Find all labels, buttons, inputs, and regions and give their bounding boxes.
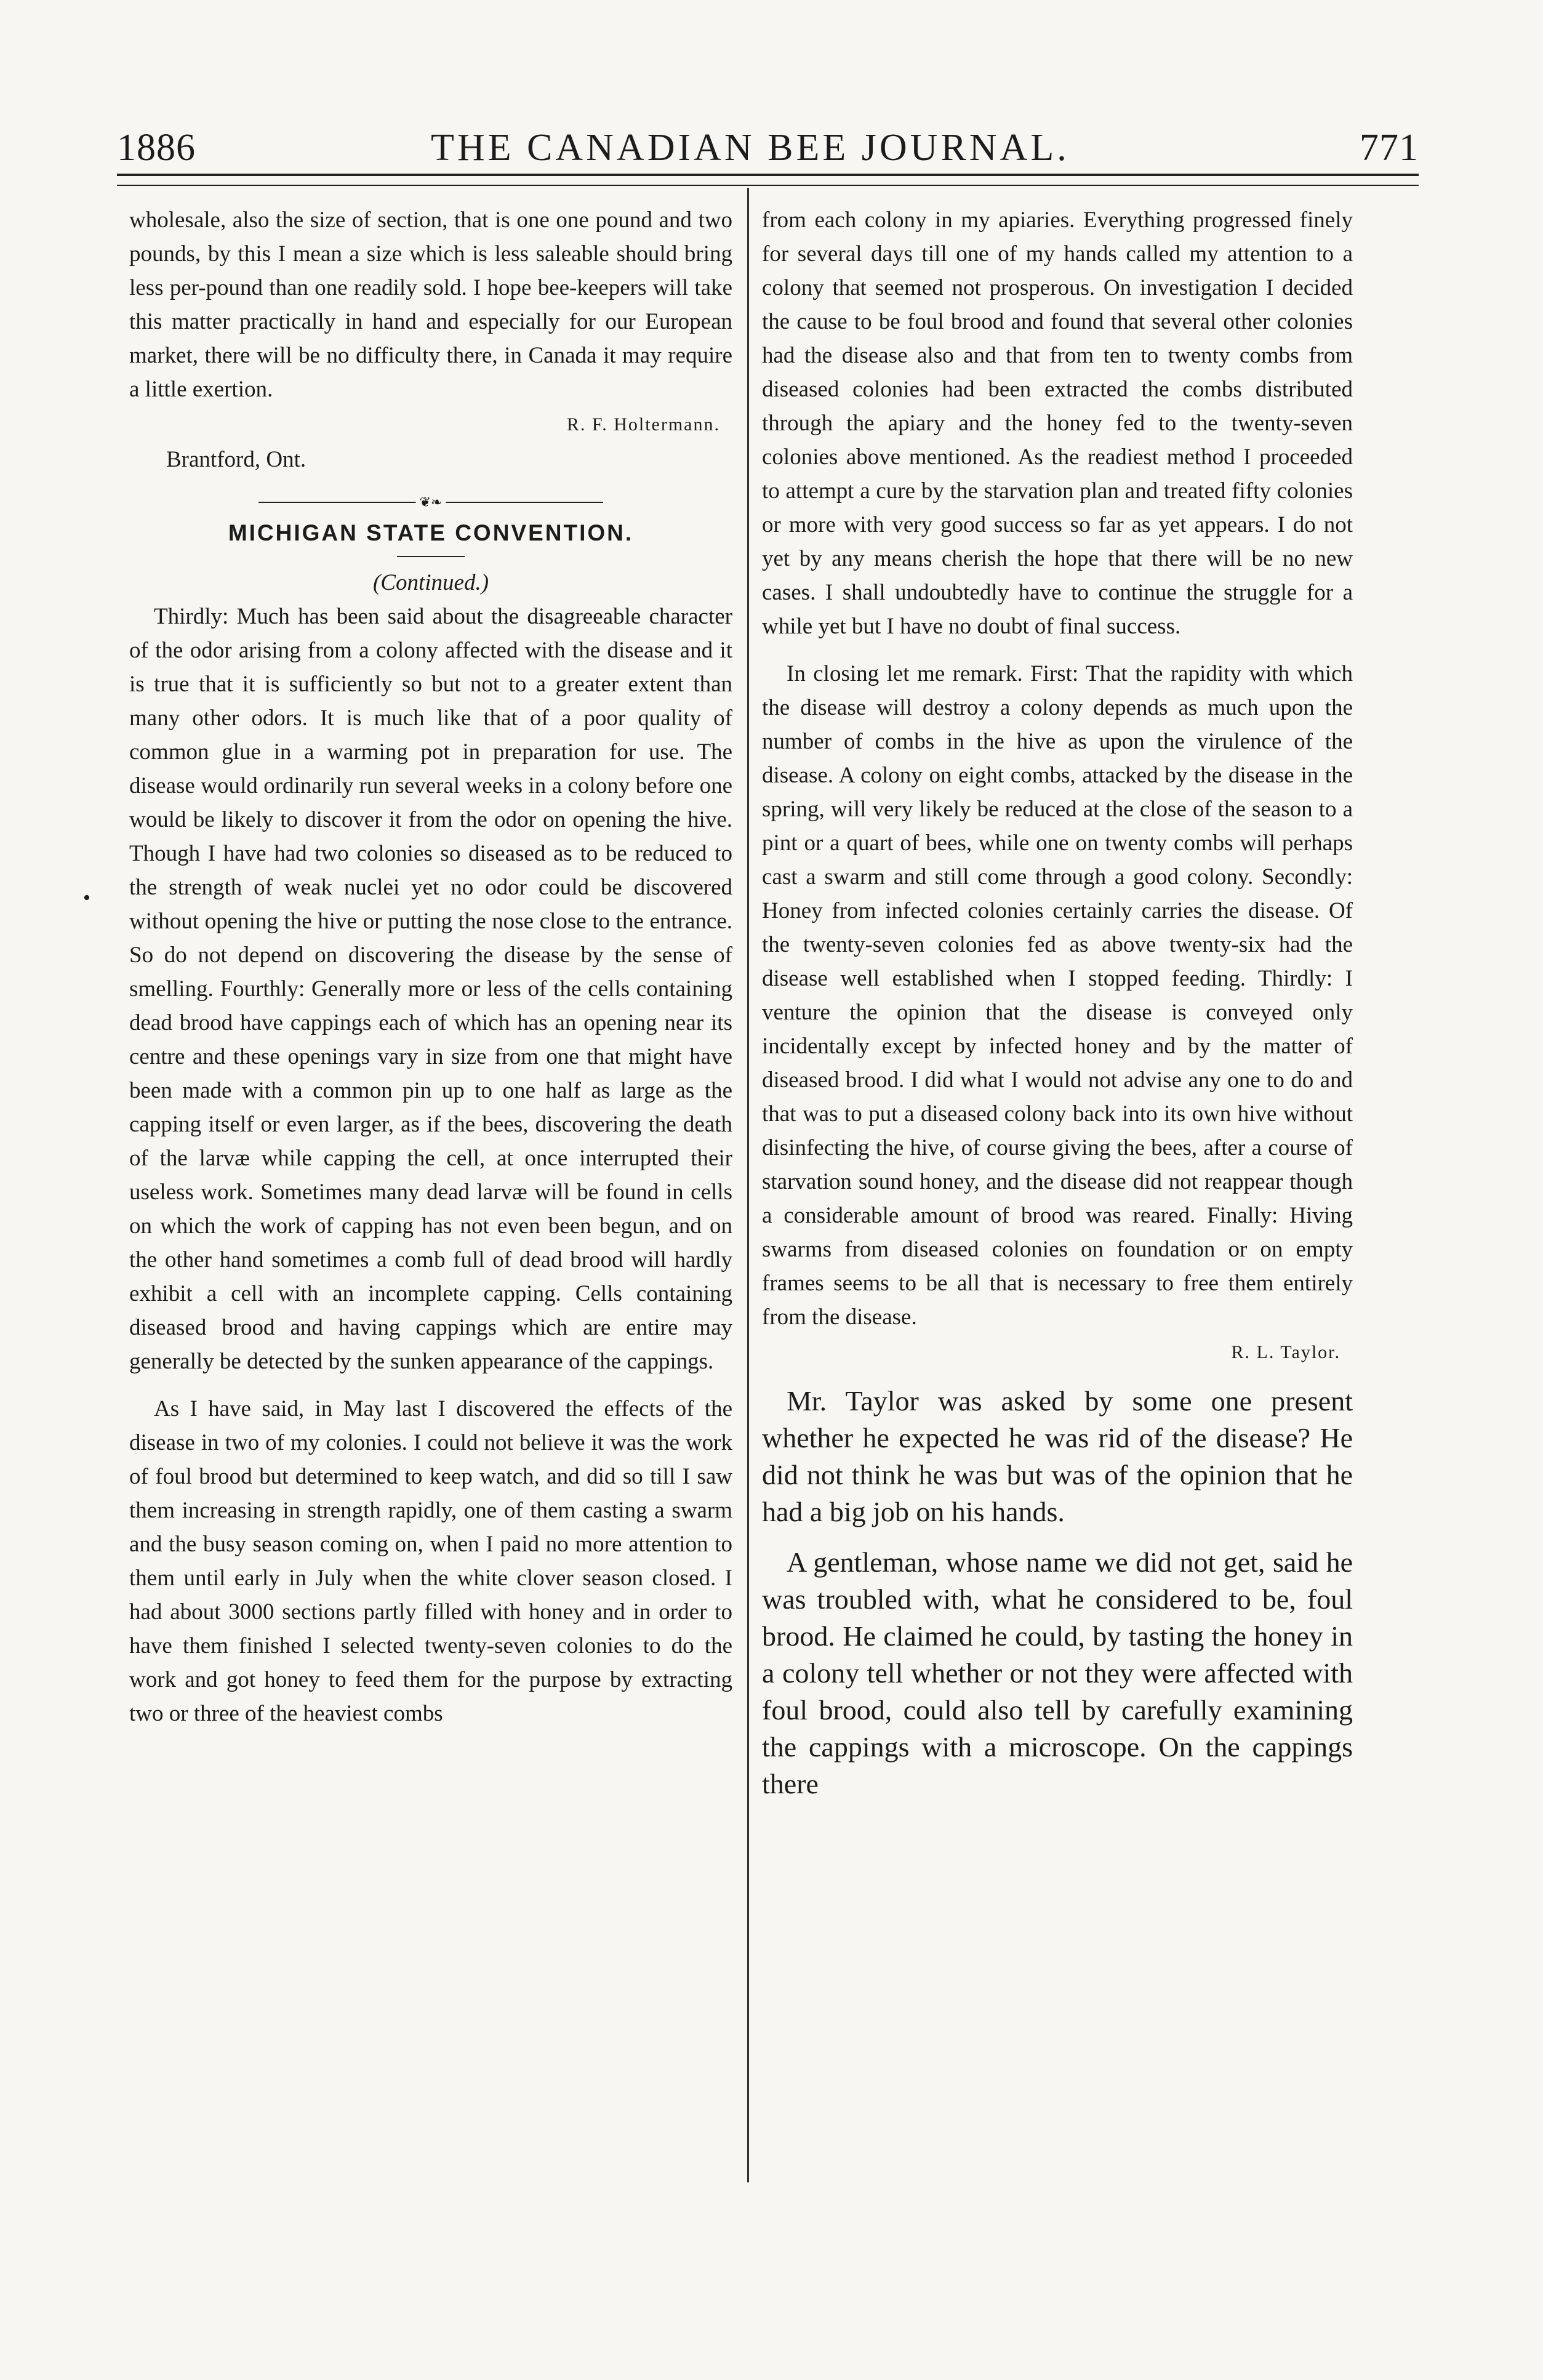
paragraph-taylor-discussion: Mr. Taylor was asked by some one present whether he expected he was rid of the disease? He did not think he was but was of the opinion that he had a big job on his hands.: [762, 1385, 1353, 1527]
header-double-rule: [117, 174, 1419, 186]
paragraph-continuation: from each colony in my apiaries. Everything progressed finely for several days till one of my hands called my attention to a colony that seemed not prosperous. On investigation I decided the cause to be foul brood and found that several other colonies had the disease also and that from ten to twenty combs from diseased colonies had been extracted the combs distributed through the apiary and the honey fed to the twenty-seven colonies above mentioned. As the readiest method I proceeded to attempt a cure by the starvation plan and treated fifty colonies or more with very good success so far as yet appears. I do not yet by any means cherish the hope that there will be no new cases. I shall undoubtedly have to continue the struggle for a while yet but I have no doubt of final success.: [762, 207, 1353, 639]
section-title: MICHIGAN STATE CONVENTION.: [228, 520, 634, 545]
journal-title: THE CANADIAN BEE JOURNAL.: [431, 127, 1070, 169]
continued-note: (Continued.): [372, 570, 489, 595]
ornamental-divider: [259, 494, 603, 510]
author-place: Brantford, Ont.: [166, 447, 307, 472]
title-underline: [397, 556, 465, 557]
column-divider: [747, 188, 749, 2182]
header-year: 1886: [117, 127, 196, 169]
paragraph-thirdly: Thirdly: Much has been said about the disagreeable character of the odor arising from a colony affected with the disease and it is true that it is sufficiently so but not to a greater extent than many other odors. It is much like that of a poor quality of common glue in a warming pot in preparation for use. The disease would ordinarily run several weeks in a colony before one would be likely to discover it from the odor on opening the hive. Though I have had two colonies so diseased as to be reduced to the strength of weak nuclei yet no odor could be discovered without opening the hive or putting the nose close to the entrance. So do not depend on discovering the disease by the sense of smelling. Fourthly: Generally more or less of the cells containing dead brood have cappings each of which has an opening near its centre and these openings vary in size from one that might have been made with a common pin up to one half as large as the capping itself or even larger, as if the bees, discovering the death of the larvæ while capping the cell, at once interrupted their useless work. Sometimes many dead larvæ will be found in cells on which the work of capping has not even been begun, and on the other hand sometimes a comb full of dead brood will hardly exhibit a cell with an incomplete capping. Cells containing diseased brood and having cappings which are entire may generally be detected by the sunken appearance of the cappings.: [129, 604, 732, 1374]
paragraph-gentleman: A gentleman, whose name we did not get, said he was troubled with, what he considered to be, foul brood. He claimed he could, by tasting the honey in a colony tell whether or not they were affected with foul brood, could also tell by carefully examining the cappings with a microscope. On the cappings there: [762, 1546, 1353, 1799]
ornament-icon: ❦❧: [416, 497, 446, 508]
margin-mark: •: [83, 886, 90, 909]
paragraph-closing: In closing let me remark. First: That the rapidity with which the disease will destroy a colony depends as much upon the number of combs in the hive as upon the virulence of the disease. A colony on eight combs, attacked by the disease in the spring, will very likely be reduced at the close of the season to a pint or a quart of bees, while one on twenty combs will perhaps cast a swarm and still come through a good colony. Secondly: Honey from infected colonies certainly carries the disease. Of the twenty-seven colonies fed as above twenty-six had the disease well established when I stopped feeding. Thirdly: I venture the opinion that the disease is conveyed only incidentally except by infected honey and by the matter of diseased brood. I did what I would not advise any one to do and that was to put a diseased colony back into its own hive without disinfecting the hive, of course giving the bees, after a course of starvation sound honey, and the disease did not reappear though a considerable amount of brood was reared. Finally: Hiving swarms from diseased colonies on foundation or on empty frames seems to be all that is necessary to free them entirely from the disease.: [762, 661, 1353, 1330]
page-number: 771: [1360, 127, 1419, 169]
signature-taylor: R. L. Taylor.: [1231, 1342, 1341, 1362]
opening-paragraph: wholesale, also the size of section, that is one one pound and two pounds, by this I mean a size which is less saleable should bring less per-pound than one readily sold. I hope bee-keepers will take this matter practically in hand and especially for our European market, there will be no difficulty there, in Canada it may require a little exertion.: [129, 207, 732, 402]
right-column: [762, 203, 1353, 1803]
signature-holtermann: R. F. Holtermann.: [566, 414, 720, 435]
paragraph-may: As I have said, in May last I discovered the effects of the disease in two of my colonies. I could not believe it was the work of foul brood but determined to keep watch, and did so till I saw them increasing in strength rapidly, one of them casting a swarm and the busy season coming on, when I paid no more attention to them until early in July when the white clover season closed. I had about 3000 sections partly filled with honey and in order to have them finished I selected twenty-seven colonies to do the work and got honey to feed them for the purpose by extracting two or three of the heaviest combs: [129, 1396, 732, 1726]
running-header: [117, 117, 1419, 172]
left-column: [129, 203, 732, 1731]
